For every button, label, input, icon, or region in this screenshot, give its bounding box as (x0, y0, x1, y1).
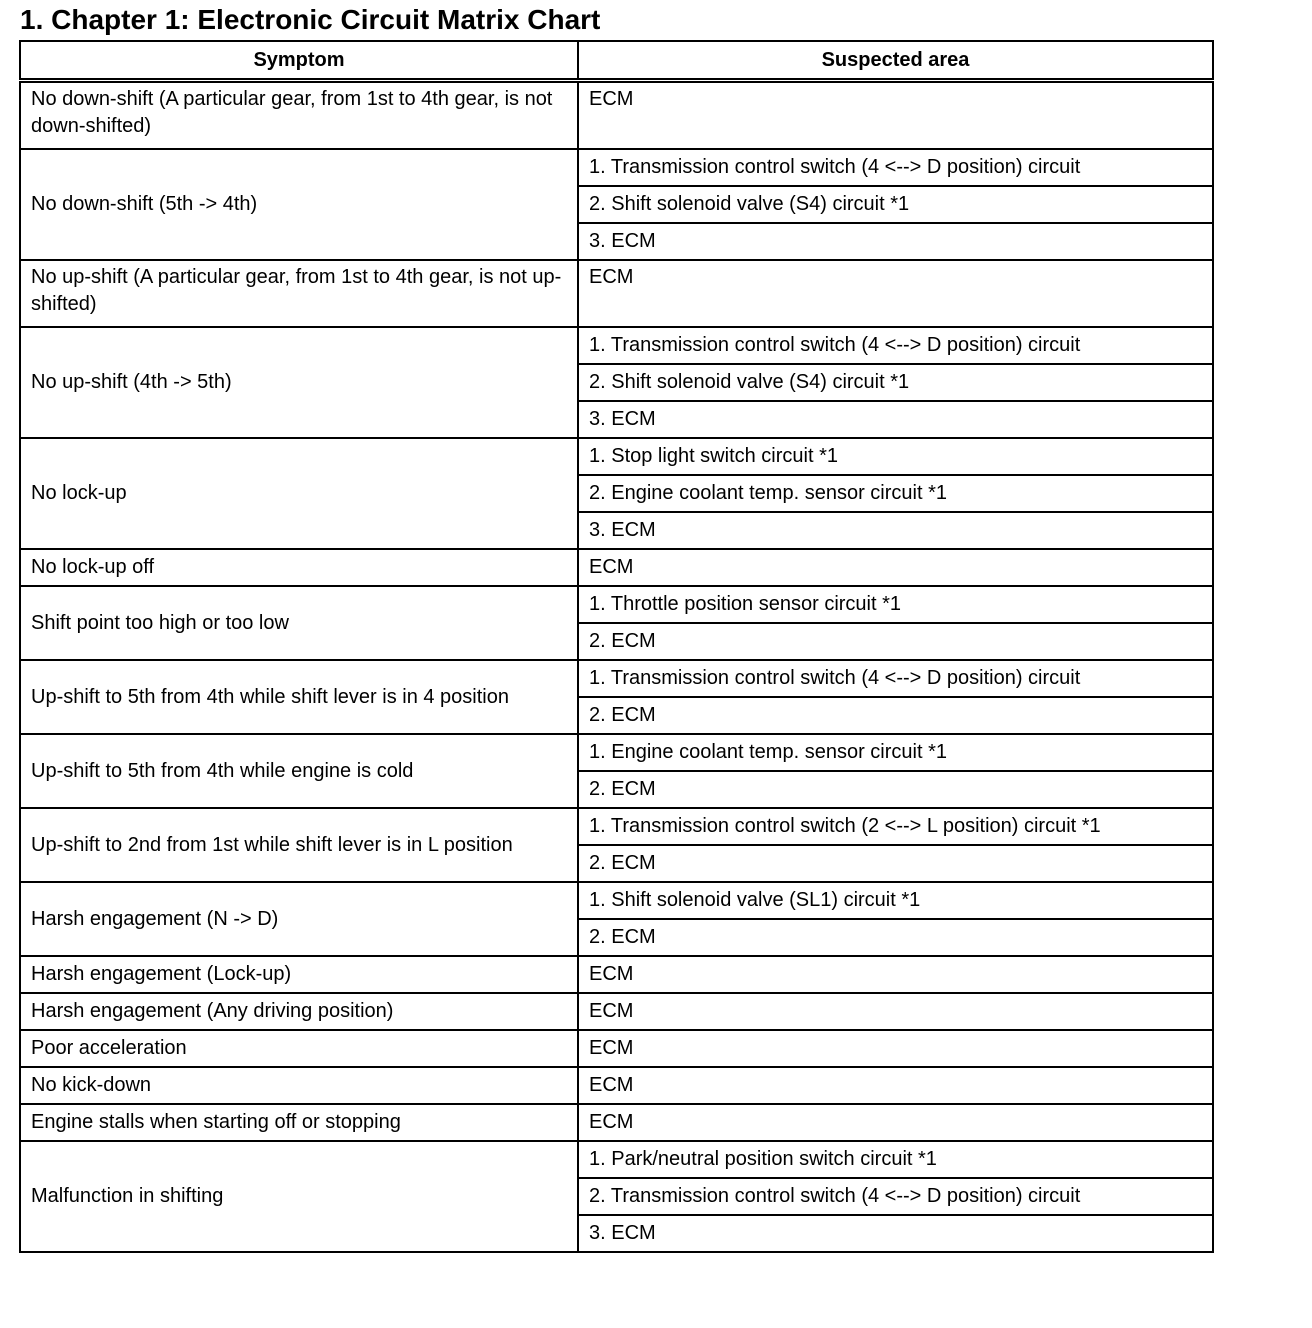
suspected-area-cell: ECM (578, 1030, 1213, 1067)
symptom-cell: No down-shift (A particular gear, from 1st to 4th gear, is not down-shifted) (20, 81, 578, 150)
suspected-area-header: Suspected area (578, 41, 1213, 81)
table-row (20, 327, 1213, 364)
symptom-cell: No up-shift (A particular gear, from 1st to 4th gear, is not up-shifted) (20, 260, 578, 327)
table-row (20, 660, 1213, 697)
symptom-cell: No lock-up (20, 438, 578, 549)
table-row (20, 149, 1213, 186)
suspected-area-cell: 2. ECM (578, 919, 1213, 956)
symptom-header: Symptom (20, 41, 578, 81)
suspected-area-cell: 2. ECM (578, 623, 1213, 660)
suspected-area-cell: ECM (578, 956, 1213, 993)
table-row (20, 882, 1213, 919)
suspected-area-cell: 1. Stop light switch circuit *1 (578, 438, 1213, 475)
suspected-area-cell: 2. ECM (578, 845, 1213, 882)
table-row (20, 808, 1213, 845)
symptom-cell: Poor acceleration (20, 1030, 578, 1067)
suspected-area-cell: 3. ECM (578, 401, 1213, 438)
suspected-area-cell: 1. Throttle position sensor circuit *1 (578, 586, 1213, 623)
suspected-area-cell: 3. ECM (578, 223, 1213, 260)
table-row (20, 1104, 1213, 1141)
suspected-area-cell: 2. ECM (578, 771, 1213, 808)
table-row (20, 81, 1213, 150)
symptom-cell: Up-shift to 5th from 4th while shift lever is in 4 position (20, 660, 578, 734)
symptom-cell: Up-shift to 5th from 4th while engine is cold (20, 734, 578, 808)
table-row (20, 1067, 1213, 1104)
symptom-cell: Malfunction in shifting (20, 1141, 578, 1252)
table-row (20, 549, 1213, 586)
table-row (20, 956, 1213, 993)
suspected-area-cell: 2. Engine coolant temp. sensor circuit *1 (578, 475, 1213, 512)
table-row (20, 1141, 1213, 1178)
suspected-area-cell: 2. ECM (578, 697, 1213, 734)
table-body (20, 81, 1213, 1253)
suspected-area-cell: 1. Park/neutral position switch circuit *1 (578, 1141, 1213, 1178)
suspected-area-cell: ECM (578, 1067, 1213, 1104)
suspected-area-cell: ECM (578, 81, 1213, 150)
suspected-area-cell: 3. ECM (578, 1215, 1213, 1252)
suspected-area-cell: ECM (578, 993, 1213, 1030)
table-row (20, 993, 1213, 1030)
symptom-cell: Up-shift to 2nd from 1st while shift lever is in L position (20, 808, 578, 882)
symptom-cell: Engine stalls when starting off or stopping (20, 1104, 578, 1141)
table-row (20, 586, 1213, 623)
symptom-cell: Harsh engagement (Any driving position) (20, 993, 578, 1030)
header-row (20, 41, 1213, 81)
suspected-area-cell: 1. Transmission control switch (4 <--> D position) circuit (578, 327, 1213, 364)
table-row (20, 734, 1213, 771)
symptom-cell: Harsh engagement (Lock-up) (20, 956, 578, 993)
suspected-area-cell: 3. ECM (578, 512, 1213, 549)
symptom-cell: Shift point too high or too low (20, 586, 578, 660)
symptom-cell: No lock-up off (20, 549, 578, 586)
suspected-area-cell: ECM (578, 260, 1213, 327)
table-row (20, 438, 1213, 475)
suspected-area-cell: 2. Transmission control switch (4 <--> D position) circuit (578, 1178, 1213, 1215)
suspected-area-cell: 1. Transmission control switch (2 <--> L position) circuit *1 (578, 808, 1213, 845)
table-row (20, 1030, 1213, 1067)
suspected-area-cell: ECM (578, 549, 1213, 586)
suspected-area-cell: 2. Shift solenoid valve (S4) circuit *1 (578, 364, 1213, 401)
matrix-table (19, 40, 1214, 1253)
page-title: 1. Chapter 1: Electronic Circuit Matrix Chart (20, 4, 601, 35)
suspected-area-cell: 1. Transmission control switch (4 <--> D position) circuit (578, 660, 1213, 697)
symptom-cell: No down-shift (5th -> 4th) (20, 149, 578, 260)
symptom-cell: No up-shift (4th -> 5th) (20, 327, 578, 438)
suspected-area-cell: 1. Transmission control switch (4 <--> D position) circuit (578, 149, 1213, 186)
suspected-area-cell: 2. Shift solenoid valve (S4) circuit *1 (578, 186, 1213, 223)
suspected-area-cell: ECM (578, 1104, 1213, 1141)
suspected-area-cell: 1. Shift solenoid valve (SL1) circuit *1 (578, 882, 1213, 919)
symptom-cell: Harsh engagement (N -> D) (20, 882, 578, 956)
symptom-cell: No kick-down (20, 1067, 578, 1104)
suspected-area-cell: 1. Engine coolant temp. sensor circuit *1 (578, 734, 1213, 771)
table-row (20, 260, 1213, 327)
